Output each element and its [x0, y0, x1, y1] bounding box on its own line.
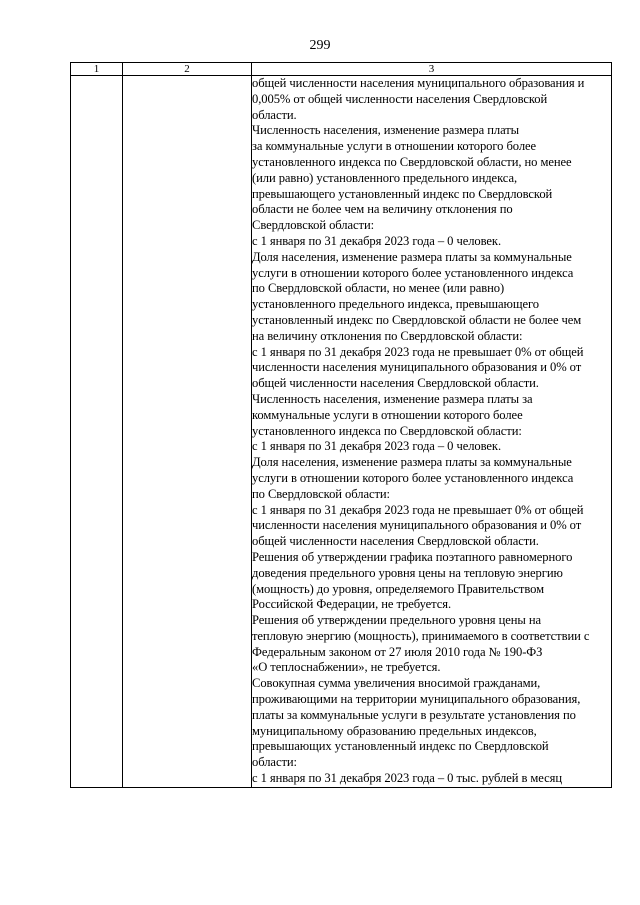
text-line: Федеральным законом от 27 июля 2010 года № 190-ФЗ: [252, 644, 543, 659]
text-line: Совокупная сумма увеличения вносимой гражданами,: [252, 676, 541, 691]
text-line: с 1 января по 31 декабря 2023 года – 0 человек.: [252, 439, 502, 454]
text-line: Российской Федерации, не требуется.: [252, 597, 452, 612]
text-line: Численность населения, изменение размера платы за: [252, 391, 533, 406]
column-header-1: 1: [71, 63, 123, 76]
text-line: Доля населения, изменение размера платы за коммунальные: [252, 455, 572, 470]
text-line: установленного предельного индекса, превышающего: [252, 297, 539, 312]
column-header-3: 3: [252, 63, 612, 76]
text-line: с 1 января по 31 декабря 2023 года – 0 человек.: [252, 233, 502, 248]
text-line: с 1 января по 31 декабря 2023 года – 0 тыс. рублей в месяц: [252, 771, 562, 786]
text-line: Доля населения, изменение размера платы за коммунальные: [252, 249, 572, 264]
text-line: области не более чем на величину отклонения по: [252, 202, 513, 217]
text-line: превышающего установленный индекс по Свердловской: [252, 186, 553, 201]
document-table: [70, 62, 612, 788]
text-line: установленного индекса по Свердловской области:: [252, 423, 522, 438]
text-line: с 1 января по 31 декабря 2023 года не превышает 0% от общей: [252, 344, 584, 359]
text-line: по Свердловской области:: [252, 486, 390, 501]
text-line: общей численности населения Свердловской области.: [252, 376, 539, 391]
text-line: Решения об утверждении предельного уровня цены на: [252, 613, 542, 628]
text-line: Решения об утверждении графика поэтапного равномерного: [252, 549, 573, 564]
text-line: муниципальному образованию предельных индексов,: [252, 723, 537, 738]
text-line: коммунальные услуги в отношении которого более: [252, 407, 523, 422]
text-line: тепловую энергию (мощность), принимаемого в соответствии с: [252, 628, 590, 643]
text-line: за коммунальные услуги в отношении которого более: [252, 139, 537, 154]
text-line: «О теплоснабжении», не требуется.: [252, 660, 441, 675]
text-line: установленного индекса по Свердловской области, но менее: [252, 154, 572, 169]
text-line: численности населения муниципального образования и 0% от: [252, 518, 582, 533]
table-cell-col2: [123, 76, 252, 788]
text-line: проживающими на территории муниципального образования,: [252, 692, 581, 707]
table-cell-col1: [71, 76, 123, 788]
text-line: области.: [252, 107, 297, 122]
text-line: общей численности населения муниципального образования и: [252, 76, 585, 90]
column-header-2: 2: [123, 63, 252, 76]
table-cell-col3: [252, 76, 612, 788]
text-line: (или равно) установленного предельного индекса,: [252, 170, 518, 185]
text-line: общей численности населения Свердловской области.: [252, 534, 539, 549]
text-line: 0,005% от общей численности населения Свердловской: [252, 91, 548, 106]
table-row: [71, 76, 612, 788]
text-line: с 1 января по 31 декабря 2023 года не превышает 0% от общей: [252, 502, 584, 517]
text-line: доведения предельного уровня цены на тепловую энергию: [252, 565, 563, 580]
text-line: (мощность) до уровня, определяемого Правительством: [252, 581, 544, 596]
text-line: услуги в отношении которого более установленного индекса: [252, 470, 574, 485]
text-line: по Свердловской области, но менее (или равно): [252, 281, 505, 296]
text-line: услуги в отношении которого более установленного индекса: [252, 265, 574, 280]
table-header-row: [71, 63, 612, 76]
page-number: 299: [309, 38, 331, 53]
text-line: Свердловской области:: [252, 218, 375, 233]
text-line: на величину отклонения по Свердловской области:: [252, 328, 523, 343]
text-line: установленный индекс по Свердловской области не более чем: [252, 312, 582, 327]
text-line: Численность населения, изменение размера платы: [252, 123, 520, 138]
text-line: численности населения муниципального образования и 0% от: [252, 360, 582, 375]
text-line: платы за коммунальные услуги в результате установления по: [252, 707, 576, 722]
text-line: области:: [252, 755, 297, 770]
text-line: превышающих установленный индекс по Свердловской: [252, 739, 549, 754]
